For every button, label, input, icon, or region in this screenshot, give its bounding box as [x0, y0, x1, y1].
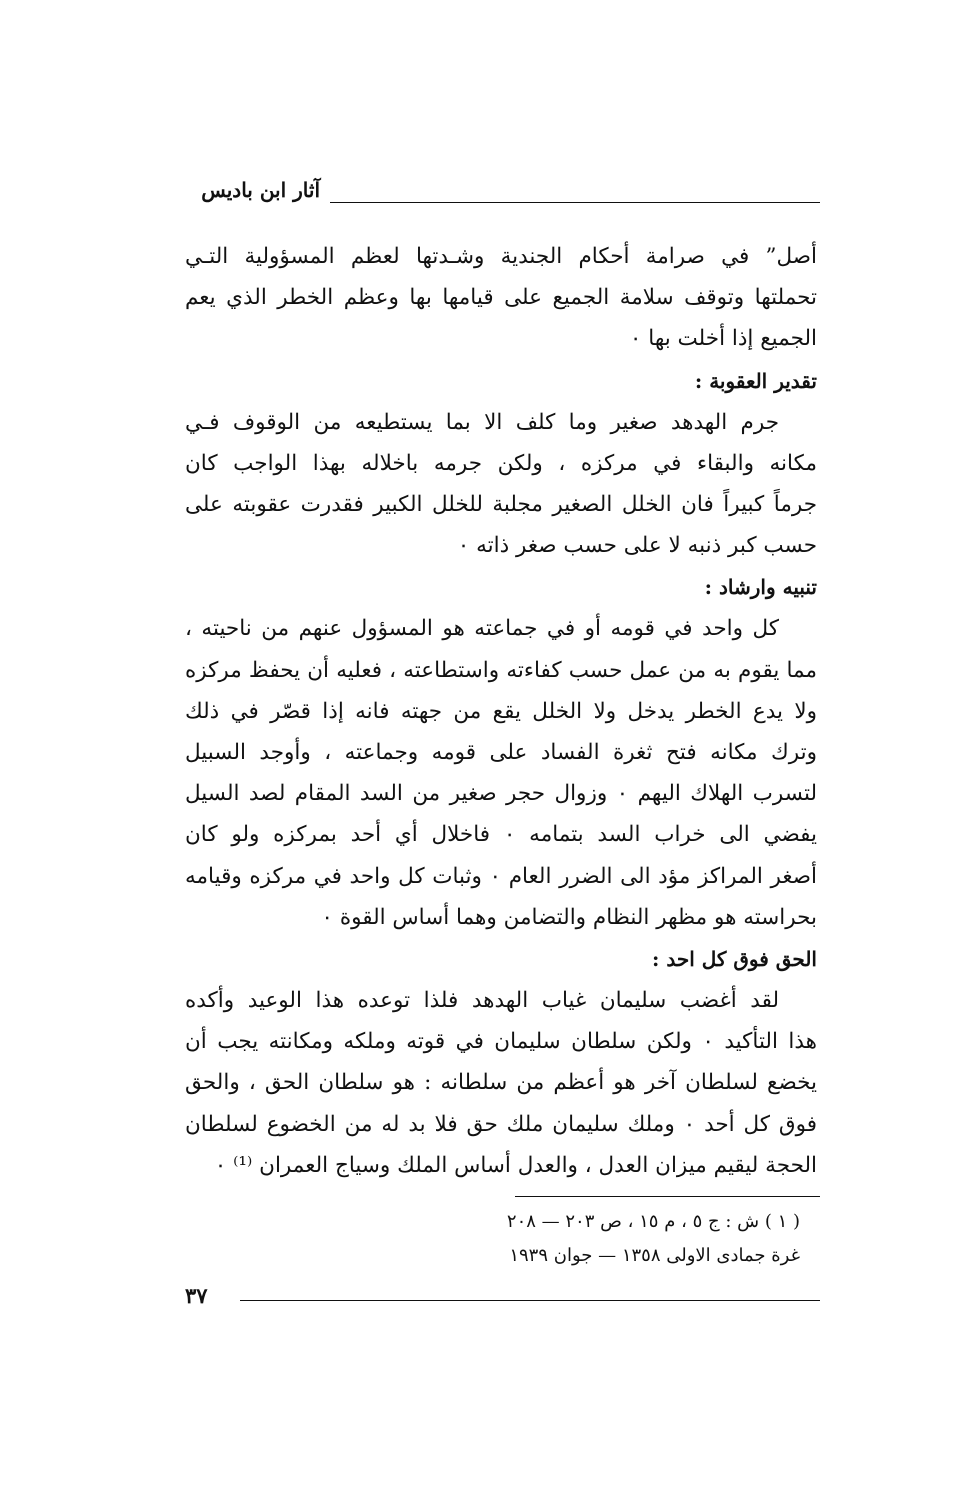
text-line: وترك مكانه فتح ثغرة الفساد على قومه وجماعته ، وأوجد السبيل [185, 740, 817, 766]
footer-rule [240, 1300, 820, 1301]
footnote-rule [515, 1196, 820, 1197]
section-heading-punishment: تقدير العقوبة : [694, 368, 817, 393]
text-line: مما يقوم به من عمل حسب كفاءته واستطاعته ، فعليه أن يحفظ مركزه [185, 657, 817, 683]
text-line: بحراسته هو مظهر النظام والتضامن وهما أساس القوة ٠ [321, 904, 817, 930]
text-line: أصغر المراكز مؤد الى الضرر العام ٠ وثبات كل واحد في مركزه وقيامه [185, 863, 817, 889]
section-paragraph-punishment [185, 402, 817, 567]
text-line: لقد أغضب سليمان غياب الهدهد فلذا توعده هذا الوعيد وأكده [185, 988, 779, 1014]
page-body [185, 236, 817, 1186]
text-line: يفضي الى خراب السد بتمامه ٠ فاخلال أي أحد بمركزه ولو كان [185, 822, 817, 848]
footnote-reference: ( ١ ) ش : ج ٥ ، م ١٥ ، ص ٢٠٣ — ٢٠٨ [506, 1211, 800, 1232]
intro-paragraph [185, 236, 817, 360]
text-line: أصل” في صرامة أحكام الجندية وشـدتها لعظم المسؤولية التـي [185, 244, 817, 269]
section-heading-truth: الحق فوق كل احد : [652, 947, 817, 972]
section-paragraph-guidance [185, 608, 817, 938]
header-rule [330, 202, 820, 203]
text-line: فوق كل أحد ٠ وملك سليمان ملك حق فلا بد له من الخضوع لسلطان [185, 1111, 817, 1137]
running-title: آثار ابن باديس [201, 178, 320, 202]
text-line: ولا يدع الخطر يدخل ولا الخلل يقع من جهته فانه إذا قصّر في ذلك [185, 698, 817, 724]
page-number: ٣٧ [185, 1283, 208, 1308]
text-line: جرم الهدهد صغير وما كلف الا بما يستطيعه من الوقوف فـي [185, 409, 779, 435]
text-line: مكانه والبقاء في مركزه ، ولكن جرمه باخلاله بهذا الواجب كان [185, 450, 817, 476]
footnotes [330, 1205, 800, 1273]
text-line: لتسرب الهلاك اليهم ٠ وزوال حجر صغير من السد المقام لصد السيل [185, 781, 817, 807]
footnote-date: غرة جمادى الاولى ١٣٥٨ — جوان ١٩٣٩ [509, 1245, 800, 1266]
text-line: يخضع لسلطان آخر هو أعظم من سلطانه : هو سلطان الحق ، والحق [185, 1070, 817, 1096]
text-line: حسب كبر ذنبه لا على حسب صغر ذاته ٠ [457, 533, 817, 559]
text-line: هذا التأكيد ٠ ولكن سلطان سليمان في قوته وملكه ومكانته يجب أن [185, 1029, 818, 1055]
text-line: كل واحد في قومه أو في جماعته هو المسؤول عنهم من ناحيته ، [185, 616, 779, 642]
text-line: تحملتها وتوقف سلامة الجميع على قيامها بها وعظم الخطر الذي يعم [185, 285, 817, 311]
text-line: جرماً كبيراً فان الخلل الصغير مجلبة للخلل الكبير فقدرت عقوبته على [185, 492, 817, 518]
section-paragraph-truth [185, 980, 817, 1186]
section-heading-guidance: تنبيه وارشاد : [704, 575, 817, 600]
text-line: الحجة ليقيم ميزان العدل ، والعدل أساس الملك وسياج العمران ⁽¹⁾ ٠ [214, 1152, 817, 1178]
text-line: الجميع إذا أخلت بها ٠ [629, 326, 817, 352]
